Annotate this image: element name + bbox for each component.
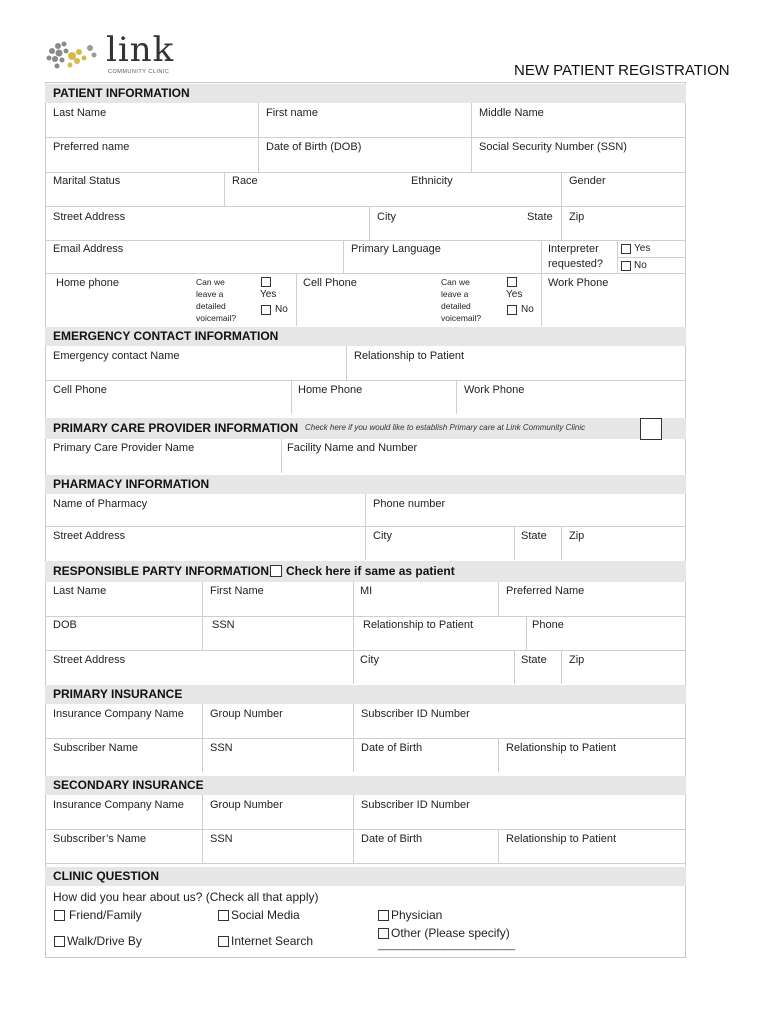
internet-search-label: Internet Search: [231, 934, 314, 948]
pcp-establish-checkbox[interactable]: [640, 418, 662, 440]
field-emergency-relationship[interactable]: Relationship to Patient: [354, 350, 465, 362]
field-race[interactable]: Race: [232, 175, 258, 187]
field-work-phone[interactable]: Work Phone: [548, 277, 609, 289]
section-header-pharmacy: PHARMACY INFORMATION: [45, 475, 686, 494]
section-header-primary-insurance: PRIMARY INSURANCE: [45, 685, 686, 704]
friend-family-checkbox[interactable]: [54, 910, 65, 921]
field-home-phone[interactable]: Home phone: [56, 277, 119, 289]
pcp-establish-note: Check here if you would like to establish Primary care at Link Community Clinic: [305, 423, 586, 432]
internet-search-checkbox[interactable]: [218, 936, 229, 947]
field-pi-ssn[interactable]: SSN: [210, 742, 233, 754]
same-as-patient-checkbox[interactable]: [270, 565, 282, 577]
field-gender[interactable]: Gender: [569, 175, 606, 187]
interpreter-label-2: requested?: [548, 258, 604, 270]
field-si-group[interactable]: Group Number: [210, 799, 283, 811]
field-rp-preferred-name[interactable]: Preferred Name: [506, 585, 585, 597]
field-primary-language[interactable]: Primary Language: [351, 243, 441, 255]
logo-wordmark: link: [106, 30, 175, 70]
field-rp-relationship[interactable]: Relationship to Patient: [363, 619, 474, 631]
interpreter-no-checkbox[interactable]: [621, 261, 631, 271]
field-pi-company[interactable]: Insurance Company Name: [53, 708, 184, 720]
field-rp-mi[interactable]: MI: [360, 585, 373, 597]
field-pi-subscriber-id[interactable]: Subscriber ID Number: [361, 708, 470, 720]
social-media-checkbox[interactable]: [218, 910, 229, 921]
page-title: NEW PATIENT REGISTRATION: [514, 62, 730, 79]
cell-voicemail-no-label: No: [521, 304, 534, 315]
field-city[interactable]: City: [377, 211, 396, 223]
field-state[interactable]: State: [527, 211, 553, 223]
field-rp-state[interactable]: State: [521, 654, 547, 666]
field-rp-phone[interactable]: Phone: [532, 619, 564, 631]
social-media-label: Social Media: [231, 908, 300, 922]
section-header-emergency: EMERGENCY CONTACT INFORMATION: [45, 327, 686, 346]
field-rp-ssn[interactable]: SSN: [212, 619, 235, 631]
field-pi-relationship[interactable]: Relationship to Patient: [506, 742, 617, 754]
interpreter-yes-label: Yes: [634, 243, 651, 254]
home-voicemail-question: Can we leave a detailed voicemail?: [196, 277, 237, 323]
other-label: Other (Please specify): [391, 926, 510, 940]
field-pharmacy-city[interactable]: City: [373, 530, 392, 542]
walk-drive-label: Walk/Drive By: [67, 934, 142, 948]
field-middle-name[interactable]: Middle Name: [479, 107, 544, 119]
section-header-responsible: RESPONSIBLE PARTY INFORMATION: [45, 561, 686, 582]
section-header-secondary-insurance: SECONDARY INSURANCE: [45, 776, 686, 795]
logo-subtitle: COMMUNITY CLINIC: [108, 69, 170, 75]
physician-label: Physician: [391, 908, 443, 922]
field-first-name[interactable]: First name: [266, 107, 318, 119]
field-si-ssn[interactable]: SSN: [210, 833, 233, 845]
field-emergency-work[interactable]: Work Phone: [464, 384, 525, 396]
field-pharmacy-state[interactable]: State: [521, 530, 547, 542]
home-voicemail-no-label: No: [275, 304, 288, 315]
field-street-address[interactable]: Street Address: [53, 211, 126, 223]
field-rp-city[interactable]: City: [360, 654, 379, 666]
field-pharmacy-phone[interactable]: Phone number: [373, 498, 446, 510]
field-si-subscriber-id[interactable]: Subscriber ID Number: [361, 799, 470, 811]
field-rp-zip[interactable]: Zip: [569, 654, 585, 666]
field-dob[interactable]: Date of Birth (DOB): [266, 141, 362, 153]
field-rp-last-name[interactable]: Last Name: [53, 585, 107, 597]
other-specify-line[interactable]: ___________________________: [378, 940, 515, 951]
field-emergency-cell[interactable]: Cell Phone: [53, 384, 107, 396]
field-pi-subscriber-name[interactable]: Subscriber Name: [53, 742, 138, 754]
field-pharmacy-name[interactable]: Name of Pharmacy: [53, 498, 148, 510]
field-pharmacy-street[interactable]: Street Address: [53, 530, 126, 542]
section-header-pcp: PRIMARY CARE PROVIDER INFORMATION: [45, 418, 686, 439]
field-pharmacy-zip[interactable]: Zip: [569, 530, 585, 542]
clinic-question: How did you hear about us? (Check all that apply): [53, 890, 319, 904]
field-rp-first-name[interactable]: First Name: [210, 585, 264, 597]
logo-mark-icon: [44, 38, 104, 74]
field-ethnicity[interactable]: Ethnicity: [411, 175, 453, 187]
field-rp-dob[interactable]: DOB: [53, 619, 77, 631]
field-emergency-home[interactable]: Home Phone: [298, 384, 363, 396]
field-email[interactable]: Email Address: [53, 243, 124, 255]
interpreter-label-1: Interpreter: [548, 243, 599, 255]
field-last-name[interactable]: Last Name: [53, 107, 107, 119]
physician-checkbox[interactable]: [378, 910, 389, 921]
field-pcp-facility[interactable]: Facility Name and Number: [287, 442, 418, 454]
field-emergency-name[interactable]: Emergency contact Name: [53, 350, 180, 362]
field-si-company[interactable]: Insurance Company Name: [53, 799, 184, 811]
home-voicemail-yes-label: Yes: [260, 289, 277, 300]
field-zip[interactable]: Zip: [569, 211, 585, 223]
cell-voicemail-yes-label: Yes: [506, 289, 523, 300]
other-checkbox[interactable]: [378, 928, 389, 939]
field-pcp-name[interactable]: Primary Care Provider Name: [53, 442, 195, 454]
field-marital-status[interactable]: Marital Status: [53, 175, 121, 187]
friend-family-label: Friend/Family: [69, 908, 142, 922]
field-preferred-name[interactable]: Preferred name: [53, 141, 130, 153]
cell-voicemail-no-checkbox[interactable]: [507, 305, 517, 315]
home-voicemail-yes-checkbox[interactable]: [261, 277, 271, 287]
field-si-subscriber-name[interactable]: Subscriber’s Name: [53, 833, 147, 845]
cell-voicemail-question: Can we leave a detailed voicemail?: [441, 277, 482, 323]
field-cell-phone[interactable]: Cell Phone: [303, 277, 357, 289]
same-as-patient-label: Check here if same as patient: [286, 564, 455, 578]
field-si-dob[interactable]: Date of Birth: [361, 833, 423, 845]
section-header-patient: PATIENT INFORMATION: [45, 84, 686, 103]
field-rp-street[interactable]: Street Address: [53, 654, 126, 666]
home-voicemail-no-checkbox[interactable]: [261, 305, 271, 315]
cell-voicemail-yes-checkbox[interactable]: [507, 277, 517, 287]
interpreter-no-label: No: [634, 260, 647, 271]
field-ssn[interactable]: Social Security Number (SSN): [479, 141, 627, 153]
section-header-clinic: CLINIC QUESTION: [45, 867, 686, 886]
field-si-relationship[interactable]: Relationship to Patient: [506, 833, 617, 845]
interpreter-yes-checkbox[interactable]: [621, 244, 631, 254]
field-pi-group[interactable]: Group Number: [210, 708, 283, 720]
field-pi-dob[interactable]: Date of Birth: [361, 742, 423, 754]
walk-drive-checkbox[interactable]: [54, 936, 65, 947]
